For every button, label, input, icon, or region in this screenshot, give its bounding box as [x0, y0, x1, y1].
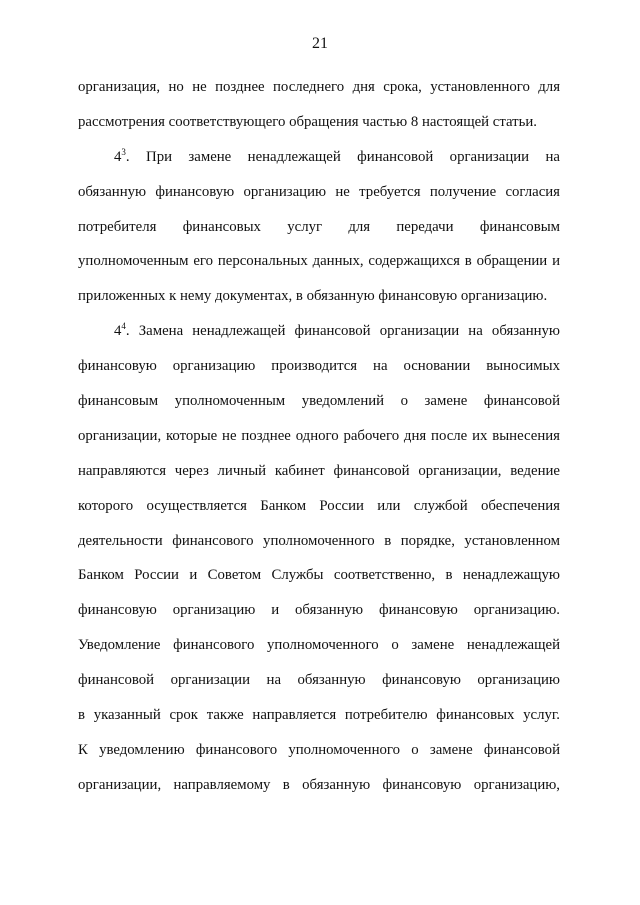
text-line: финансовым уполномоченным уведомлений о замене финансовой [78, 393, 560, 410]
text-line: рассмотрения соответствующего обращения частью 8 настоящей статьи. [78, 113, 537, 130]
text-line: уполномоченным его персональных данных, содержащихся в обращении и [78, 253, 560, 270]
text-line: деятельности финансового уполномоченного в порядке, установленном [78, 532, 560, 549]
text-line: финансовую организацию и обязанную финансовую организацию. [78, 602, 560, 619]
clause-number: 4 [114, 148, 122, 165]
text-line: финансовой организации на обязанную финансовую организацию [78, 672, 560, 689]
clause-number: 4 [114, 323, 122, 340]
text-line: направляются через личный кабинет финансовой организации, ведение [78, 462, 560, 479]
clause-superscript: 4 [121, 321, 126, 332]
text-line: организация, но не позднее последнего дня срока, установленного для [78, 79, 560, 95]
text-line: обязанную финансовую организацию не требуется получение согласия [78, 183, 560, 200]
text-line: потребителя финансовых услуг для передачи финансовым [78, 218, 560, 235]
text-line: Банком России и Советом Службы соответственно, в ненадлежащую [78, 567, 560, 584]
text-line: финансовую организацию производится на основании выносимых [78, 358, 560, 375]
text-line-rest: . Замена ненадлежащей финансовой организации на обязанную [125, 323, 560, 340]
text-line: в указанный срок также направляется потребителю финансовых услуг. [78, 707, 560, 724]
text-line-rest: . При замене ненадлежащей финансовой организации на [125, 148, 560, 165]
text-line: которого осуществляется Банком России или службой обеспечения [78, 497, 560, 514]
text-line: организации, направляемому в обязанную финансовую организацию, [78, 776, 560, 793]
text-line: организации, которые не позднее одного рабочего дня после их вынесения [78, 427, 560, 444]
text-line: Уведомление финансового уполномоченного о замене ненадлежащей [78, 637, 560, 654]
page-number: 21 [312, 35, 328, 52]
paragraph-first-line [78, 318, 560, 353]
document-body [78, 74, 560, 807]
text-line: К уведомлению финансового уполномоченного о замене финансовой [78, 741, 560, 758]
text-line: приложенных к нему документах, в обязанную финансовую организацию. [78, 288, 548, 305]
clause-superscript: 3 [121, 146, 126, 157]
paragraph-first-line [78, 144, 560, 179]
